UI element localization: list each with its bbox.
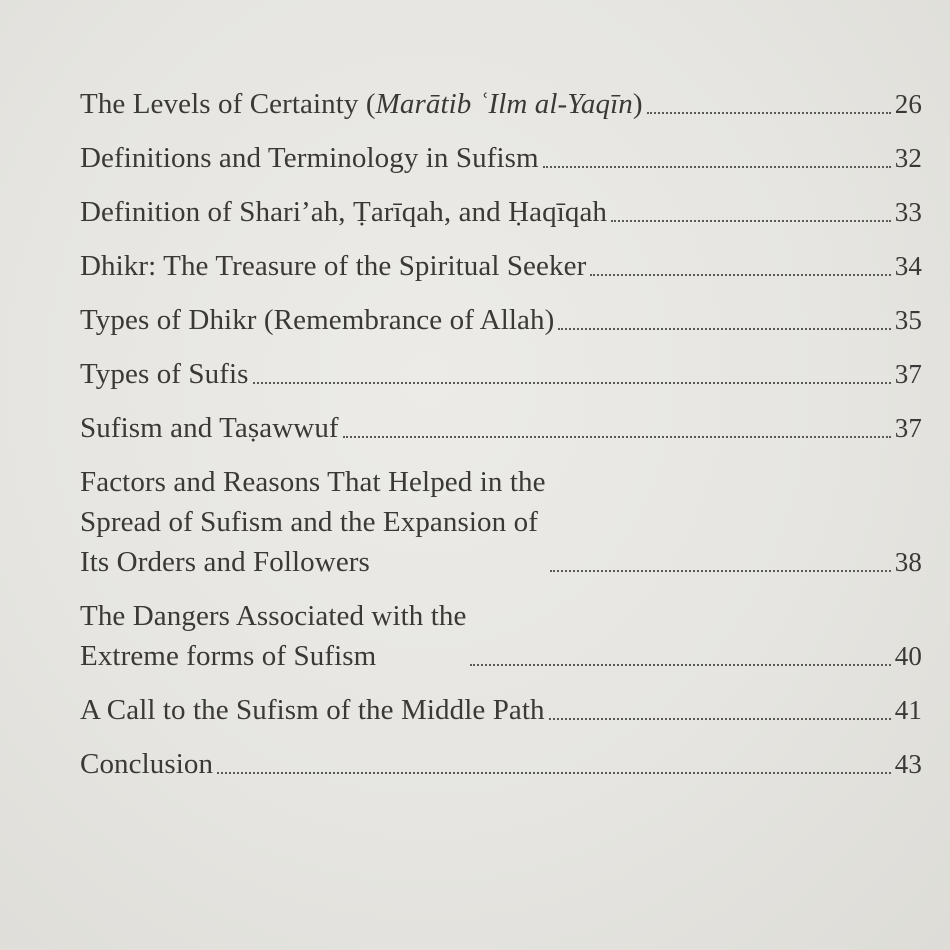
dot-leader: [543, 166, 891, 168]
toc-entry-title: The Dangers Associated with the Extreme forms of Sufism: [80, 600, 467, 672]
toc-entry-title: Conclusion: [80, 748, 214, 780]
toc-entry-title: Dhikr: The Treasure of the Spiritual Seeker: [80, 250, 587, 282]
toc-page-number: 43: [894, 749, 922, 779]
toc-page-number: 32: [894, 143, 922, 173]
toc-entry-title: Types of Sufis: [80, 358, 249, 390]
toc-entry-title: A Call to the Sufism of the Middle Path: [80, 694, 545, 726]
toc-entry-definitions-terminology: [80, 138, 922, 178]
dot-leader: [343, 436, 891, 438]
toc-entry-italic-term: Marātib ʿIlm al-Yaqīn: [375, 88, 633, 120]
toc-entry-types-of-sufis: [80, 354, 922, 394]
toc-entry-sufism-and-tasawwuf: [80, 408, 922, 448]
toc-entry-title: Definition of Shari’ah, Ṭarīqah, and Ḥaqīqah: [80, 196, 608, 228]
toc-page-number: 38: [894, 547, 922, 577]
toc-entry-levels-of-certainty: [80, 84, 922, 124]
toc-entry-call-to-middle-path: [80, 690, 922, 730]
toc-entry-title: The Levels of Certainty (Marātib ʿIlm al-Yaqīn): [80, 88, 643, 120]
dot-leader: [590, 274, 890, 276]
dot-leader: [611, 220, 891, 222]
toc-entry-types-of-dhikr: [80, 300, 922, 340]
toc-entry-title: Factors and Reasons That Helped in the Spread of Sufism and the Expansion of Its Orders and Followers: [80, 466, 546, 578]
toc-entry-title: Types of Dhikr (Remembrance of Allah): [80, 304, 555, 336]
toc-page-number: 37: [894, 359, 922, 389]
toc-entry-factors-and-reasons: [80, 462, 922, 582]
toc-page-number: 41: [894, 695, 922, 725]
toc-entry-title: Sufism and Taṣawwuf: [80, 412, 339, 444]
dot-leader: [253, 382, 891, 384]
dot-leader: [647, 112, 891, 114]
dot-leader: [470, 664, 890, 666]
toc-entry-dhikr-treasure: [80, 246, 922, 286]
toc-page-number: 26: [894, 89, 922, 119]
toc-entry-definition-shariah: [80, 192, 922, 232]
toc-page-number: 37: [894, 413, 922, 443]
table-of-contents: [80, 84, 922, 798]
toc-entry-dangers: [80, 596, 922, 676]
toc-entry-conclusion: [80, 744, 922, 784]
toc-page-number: 33: [894, 197, 922, 227]
toc-entry-title: Definitions and Terminology in Sufism: [80, 142, 539, 174]
dot-leader: [549, 718, 891, 720]
toc-page-number: 40: [894, 641, 922, 671]
toc-page-number: 34: [894, 251, 922, 281]
dot-leader: [550, 570, 891, 572]
dot-leader: [217, 772, 891, 774]
dot-leader: [558, 328, 890, 330]
toc-page-number: 35: [894, 305, 922, 335]
